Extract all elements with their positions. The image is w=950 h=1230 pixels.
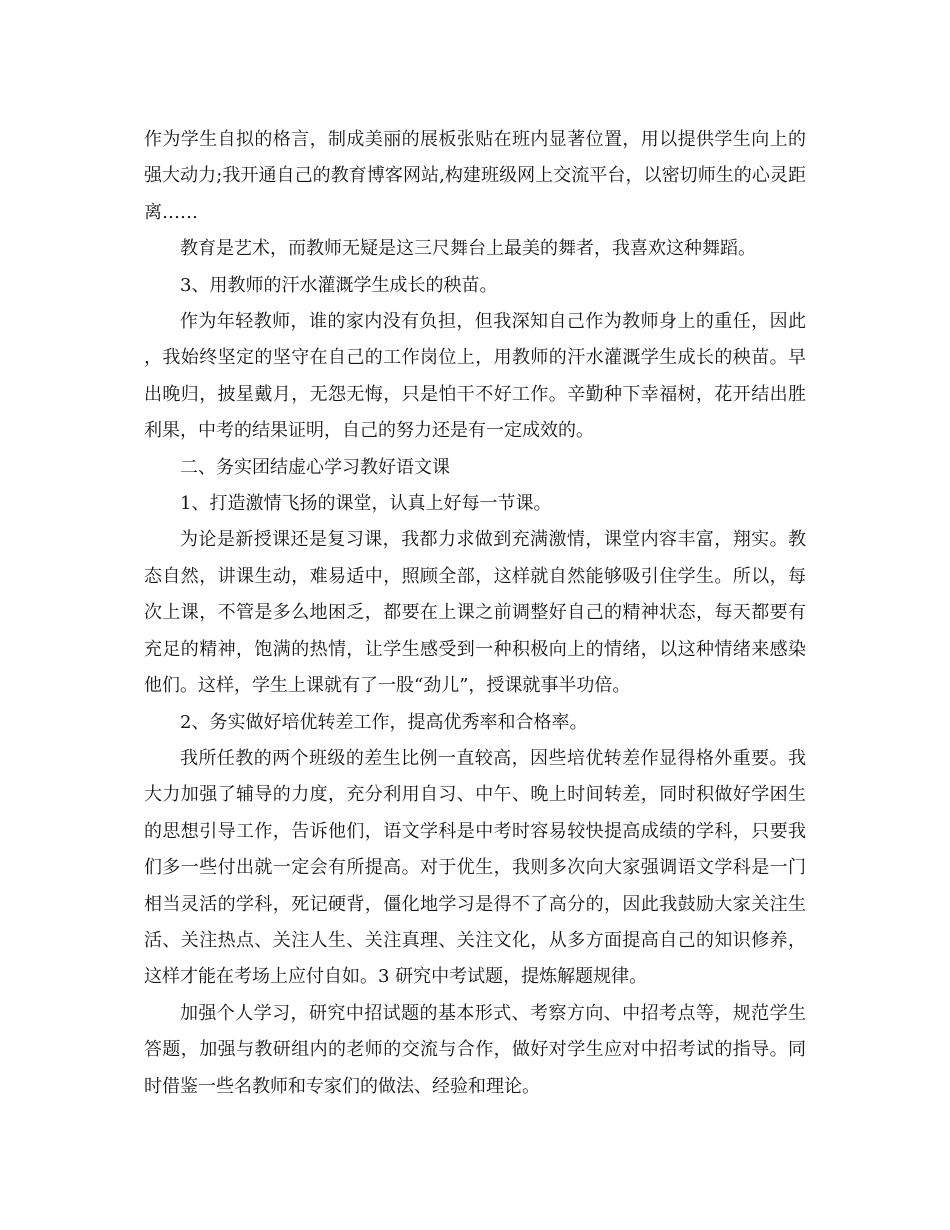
document-body: [144, 122, 806, 1105]
section-heading: 二、务实团结虚心学习教好语文课: [180, 456, 450, 478]
paragraph: 作为年轻教师，谁的家内没有负担，但我深知自己作为教师身上的重任，因此，我始终坚定的坚守在自己的工作岗位上，用教师的汗水灌溉学生成长的秧苗。早出晚归，披星戴月，无怨无悔，只是怕干不好工作。辛勤种下幸福树，花开结出胜利果，中考的结果证明，自己的努力还是有一定成效的。: [144, 311, 806, 442]
section-heading: 3、用教师的汗水灌溉学生成长的秧苗。: [180, 274, 498, 296]
section-heading: 1、打造激情飞扬的课堂，认真上好每一节课。: [180, 493, 552, 515]
paragraph: 为论是新授课还是复习课，我都力求做到充满激情，课堂内容丰富，翔实。教态自然，讲课生动，难易适中，照顾全部，这样就自然能够吸引住学生。所以，每次上课，不管是多么地困乏，都要在上课之前调整好自己的精神状态，每天都要有充足的精神，饱满的热情，让学生感受到一种积极向上的情绪，以这种情绪来感染他们。这样，学生上课就有了一股“劲儿”，授课就事半功倍。: [144, 529, 806, 697]
paragraph: 加强个人学习，研究中招试题的基本形式、考察方向、中招考点等，规范学生答题，加强与教研组内的老师的交流与合作，做好对学生应对中招考试的指导。同时借鉴一些名教师和专家们的做法、经验和理论。: [144, 1002, 806, 1097]
section-heading: 2、务实做好培优转差工作，提高优秀率和合格率。: [180, 711, 588, 733]
paragraph: 我所任教的两个班级的差生比例一直较高，因些培优转差作显得格外重要。我大力加强了辅导的力度，充分利用自习、中午、晚上时间转差，同时积做好学困生的思想引导工作，告诉他们，语文学科是中考时容易较快提高成绩的学科，只要我们多一些付出就一定会有所提高。对于优生，我则多次向大家强调语文学科是一门相当灵活的学科，死记硬背，僵化地学习是得不了高分的，因此我鼓励大家关注生活、关注热点、关注人生、关注真理、关注文化，从多方面提高自己的知识修养，这样才能在考场上应付自如。3 研究中考试题，提炼解题规律。: [144, 747, 806, 988]
paragraph: 作为学生自拟的格言，制成美丽的展板张贴在班内显著位置，用以提供学生向上的强大动力;我开通自己的教育博客网站,构建班级网上交流平台，以密切师生的心灵距离……: [144, 129, 806, 223]
paragraph: 教育是艺术，而教师无疑是这三尺舞台上最美的舞者，我喜欢这种舞蹈。: [180, 238, 756, 260]
